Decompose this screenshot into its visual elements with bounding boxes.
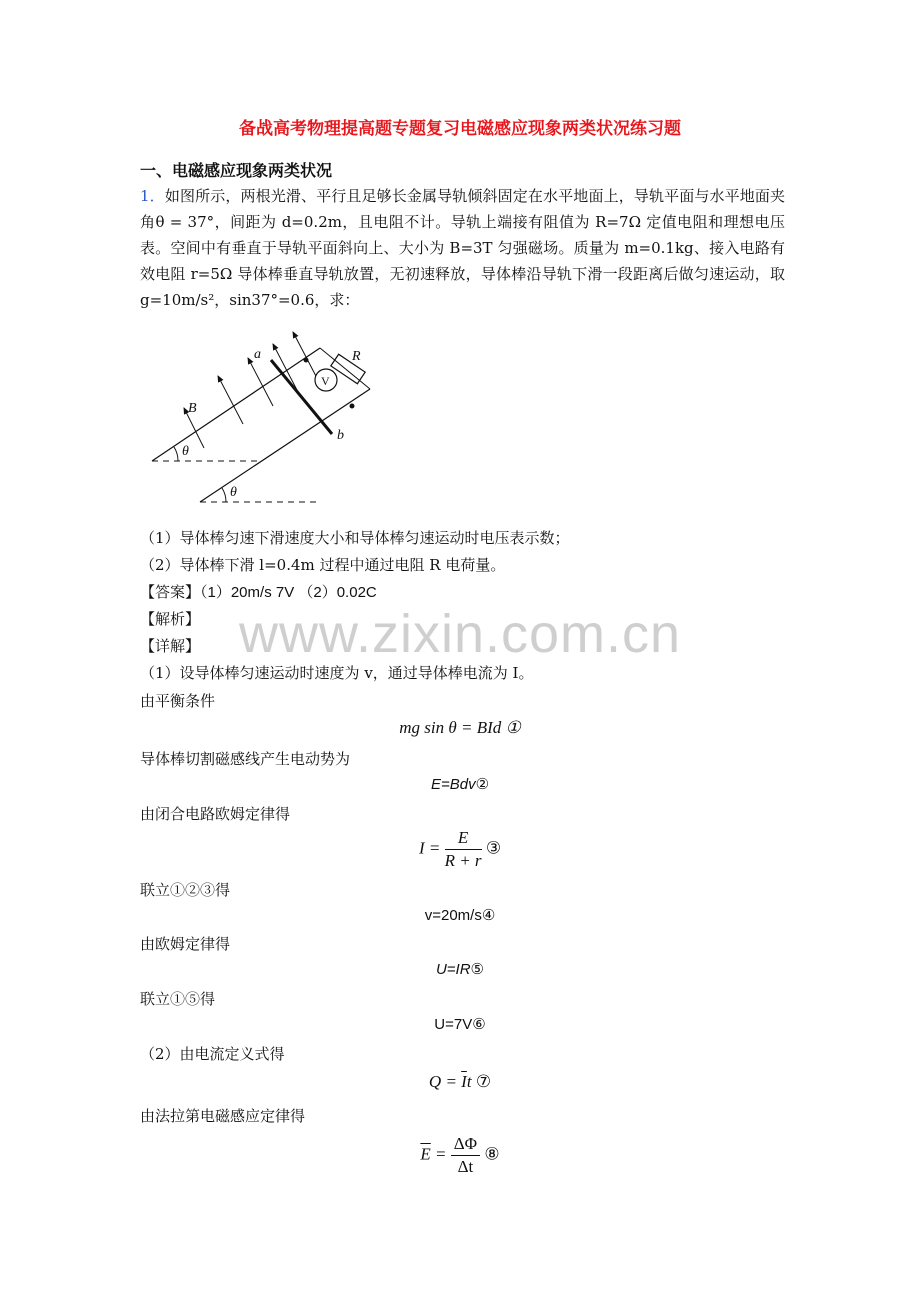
resistor-label-R: R xyxy=(352,349,361,364)
equation-3: I = $\frac{E}{R + r}$ ③ xyxy=(418,828,502,870)
section-heading: 一、电磁感应现象两类状况 xyxy=(140,161,333,180)
equation-8: $\overline{E}$ = $\frac{\Delta\Phi}{\Delta t}$ ⑧ xyxy=(420,1134,500,1176)
answer-line: 【答案】（1）20m/s 7V （2）0.02C xyxy=(140,584,377,601)
equation-6: U=7V⑥ xyxy=(434,1016,486,1033)
solution-step-1: （1）设导体棒匀速运动时速度为 v，通过导体棒电流为 I。 xyxy=(140,664,534,682)
detail-label: 【详解】 xyxy=(140,637,201,655)
ohm-label: 由欧姆定律得 xyxy=(140,935,231,953)
rod-end-b: b xyxy=(337,428,344,443)
combine-label-1: 联立①②③得 xyxy=(140,881,231,899)
combine-label-2: 联立①⑤得 xyxy=(140,990,216,1008)
faraday-label: 由法拉第电磁感应定律得 xyxy=(140,1107,306,1125)
lower-rail xyxy=(200,389,370,502)
question-text xyxy=(140,183,785,313)
equation-2: E=Bdv② xyxy=(430,776,490,793)
equation-7: $Q = \overline{I}t$ ⑦ xyxy=(428,1072,492,1091)
closed-circuit-label: 由闭合电路欧姆定律得 xyxy=(140,805,291,823)
equation-4: v=20m/s④ xyxy=(424,907,496,924)
theta-label-lower: θ xyxy=(230,485,237,500)
subquestion-1: （1）导体棒匀速下滑速度大小和导体棒匀速运动时电压表示数； xyxy=(140,529,570,547)
equation-5: U=IR⑤ xyxy=(435,961,485,978)
analysis-label: 【解析】 xyxy=(140,610,201,628)
watermark: www.zixin.com.cn xyxy=(238,604,682,664)
balance-label: 由平衡条件 xyxy=(140,692,216,710)
rod-end-a: a xyxy=(254,347,261,362)
question-number: 1． xyxy=(140,187,165,205)
voltmeter-label-V: V xyxy=(321,374,330,388)
subquestion-2: （2）导体棒下滑 l=0.4m 过程中通过电阻 R 电荷量。 xyxy=(140,556,506,574)
upper-rail xyxy=(152,348,320,461)
field-label-B: B xyxy=(188,401,197,416)
emf-label: 导体棒切割磁感线产生电动势为 xyxy=(140,750,351,768)
page-title: 备战高考物理提高题专题复习电磁感应现象两类状况练习题 xyxy=(239,119,681,139)
theta-label-upper: θ xyxy=(182,444,189,459)
question-body: 如图所示，两根光滑、平行且足够长金属导轨倾斜固定在水平地面上，导轨平面与水平地面夹角θ = 37°，间距为 d=0.2m，且电阻不计。导轨上端接有阻值为 R=7Ω 定值电阻和理想电压表。空间中有垂直于导轨平面斜向上、大小为 B=3T 匀强磁场。质量为 m=0.1kg、接入电路有效电阻 r=5Ω 导体棒垂直导轨放置，无初速释放，导体棒沿导轨下滑一段距离后做匀速运动，取 g=10m/s²，sin37°=0.6，求： xyxy=(140,187,785,309)
equation-1: mg sin θ = BId ① xyxy=(399,718,521,737)
solution-step-2: （2）由电流定义式得 xyxy=(140,1045,285,1063)
incline-rails-diagram xyxy=(140,322,390,512)
